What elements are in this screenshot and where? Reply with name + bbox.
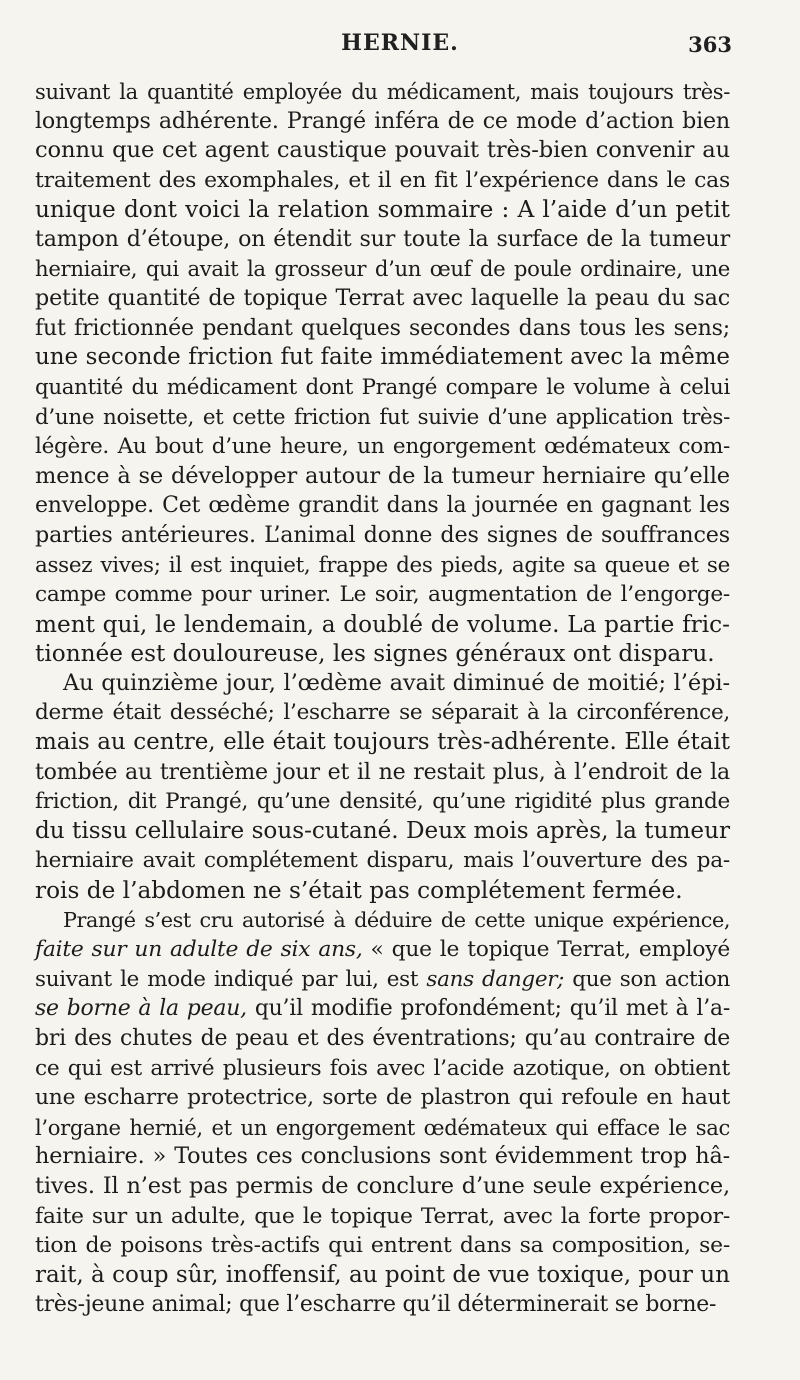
text-segment: tombée au trentième jour et il ne restait plus, à l’endroit de la (35, 759, 730, 785)
text-segment: herniaire, qui avait la grosseur d’un œuf de poule ordinaire, une (35, 256, 730, 282)
text-line (35, 817, 730, 847)
text-segment: parties antérieures. L’animal donne des signes de souffrances (35, 521, 730, 548)
text-segment: « que le topique Terrat, employé (362, 937, 730, 963)
text-segment: du tissu cellulaire sous-cutané. Deux mois après, la tumeur (35, 817, 730, 844)
paragraph (35, 77, 730, 669)
text-segment: herniaire avait complétement disparu, mais l’ouverture des pa- (35, 848, 730, 874)
text-segment: très-jeune animal; que l’escharre qu’il déterminerait se borne- (35, 1292, 717, 1318)
text-line (35, 876, 730, 906)
text-segment: derme était desséché; l’escharre se séparait à la circonférence, (35, 700, 730, 726)
text-segment: légère. Au bout d’une heure, un engorgement œdémateux com- (35, 434, 730, 460)
text-segment: tampon d’étoupe, on étendit sur toute la surface de la tumeur (35, 225, 730, 252)
text-segment: petite quantité de topique Terrat avec laquelle la peau du sac (35, 285, 730, 312)
text-line (35, 166, 730, 196)
text-segment: tionnée est douloureuse, les signes généraux ont disparu. (35, 640, 715, 668)
text-line (35, 935, 730, 965)
italic-text: se borne à la peau, (35, 996, 247, 1022)
italic-text: sans danger; (426, 966, 565, 992)
text-line (35, 1113, 730, 1143)
text-line (35, 846, 730, 876)
running-title: HERNIE. (341, 30, 459, 56)
page-number: 363 (688, 32, 732, 57)
text-segment: friction, dit Prangé, qu’une densité, qu’une rigidité plus grande (35, 789, 730, 815)
text-segment: Au quinzième jour, l’œdème avait diminué de moitié; l’épi- (63, 669, 730, 696)
text-segment: ce qui est arrivé plusieurs fois avec l’acide azotique, on obtient (35, 1055, 730, 1081)
text-line (35, 284, 730, 314)
text-line (35, 1290, 730, 1320)
text-line (35, 462, 730, 492)
page-header (0, 30, 800, 60)
text-segment: que son action (564, 966, 730, 992)
text-segment: faite sur un adulte, que le topique Terrat, avec la forte propor- (35, 1203, 730, 1229)
italic-text: faite sur un adulte de six ans, (35, 937, 363, 963)
text-segment: bri des chutes de peau et des éventrations; qu’au contraire de (35, 1026, 730, 1051)
text-segment: campe comme pour uriner. Le soir, augmentation de l’engorge- (35, 582, 730, 608)
text-line (35, 669, 730, 699)
text-segment: longtemps adhérente. Prangé inféra de ce mode d’action bien (35, 107, 730, 134)
text-segment: herniaire. » Toutes ces conclusions sont évidemment trop hâ- (35, 1143, 730, 1170)
text-line (35, 1024, 730, 1054)
text-segment: une seconde friction fut faite immédiatement avec la même (35, 344, 730, 371)
text-segment: d’une noisette, et cette friction fut suivie d’une application très- (35, 404, 730, 430)
text-line (35, 195, 730, 225)
text-segment: fut frictionnée pendant quelques secondes dans tous les sens; (35, 315, 730, 341)
paragraph (35, 906, 730, 1320)
text-line (35, 373, 730, 403)
text-segment: mais au centre, elle était toujours très-adhérente. Elle était (35, 729, 730, 756)
text-line (35, 906, 730, 936)
text-line (35, 403, 730, 433)
text-segment: ment qui, le lendemain, a doublé de volume. La partie fric- (35, 610, 730, 638)
text-line (35, 610, 730, 640)
text-segment: quantité du médicament dont Prangé compare le volume à celui (35, 374, 730, 400)
text-line (35, 994, 730, 1024)
paragraph (35, 669, 730, 906)
text-line (35, 1172, 730, 1202)
text-line (35, 225, 730, 255)
text-line (35, 491, 730, 521)
text-line (35, 107, 730, 137)
text-segment: connu que cet agent caustique pouvait très-bien convenir au (35, 137, 730, 164)
text-segment: tion de poisons très-actifs qui entrent dans sa composition, se- (35, 1233, 730, 1259)
text-line (35, 136, 730, 166)
text-line (35, 728, 730, 758)
text-line (35, 1261, 730, 1291)
body-text (35, 77, 730, 1320)
text-line (35, 1202, 730, 1232)
text-line (35, 343, 730, 373)
text-line (35, 77, 730, 107)
text-line (35, 698, 730, 728)
text-segment: une escharre protectrice, sorte de plastron qui refoule en haut (35, 1085, 730, 1111)
text-segment: qu’il modifie profondément; qu’il met à l’a- (246, 996, 731, 1022)
text-line (35, 551, 730, 581)
text-line (35, 255, 730, 285)
text-segment: suivant le mode indiqué par lui, est (35, 966, 427, 992)
text-segment: enveloppe. Cet œdème grandit dans la journée en gagnant les (35, 493, 730, 519)
text-segment: unique dont voici la relation sommaire : A l’aide d’un petit (35, 196, 730, 224)
text-line (35, 1231, 730, 1261)
text-line (35, 580, 730, 610)
text-line (35, 639, 730, 669)
text-segment: tives. Il n’est pas permis de conclure d’une seule expérience, (35, 1172, 730, 1199)
text-segment: Prangé s’est cru autorisé à déduire de cette unique expérience, (63, 907, 730, 932)
text-segment: traitement des exomphales, et il en fit l’expérience dans le cas (35, 167, 730, 193)
text-line (35, 787, 730, 817)
text-segment: rois de l’abdomen ne s’était pas complétement fermée. (35, 877, 683, 905)
text-line (35, 1054, 730, 1084)
text-line (35, 1142, 730, 1172)
text-line (35, 432, 730, 462)
text-line (35, 314, 730, 344)
text-segment: rait, à coup sûr, inoffensif, au point de vue toxique, pour un (35, 1261, 730, 1288)
text-segment: l’organe hernié, et un engorgement œdémateux qui efface le sac (35, 1114, 730, 1140)
text-segment: suivant la quantité employée du médicament, mais toujours très- (35, 79, 730, 104)
text-line (35, 521, 730, 551)
text-line (35, 965, 730, 995)
text-line (35, 1083, 730, 1113)
text-segment: assez vives; il est inquiet, frappe des pieds, agite sa queue et se (35, 552, 730, 578)
text-segment: mence à se développer autour de la tumeur herniaire qu’elle (35, 462, 730, 489)
text-line (35, 758, 730, 788)
